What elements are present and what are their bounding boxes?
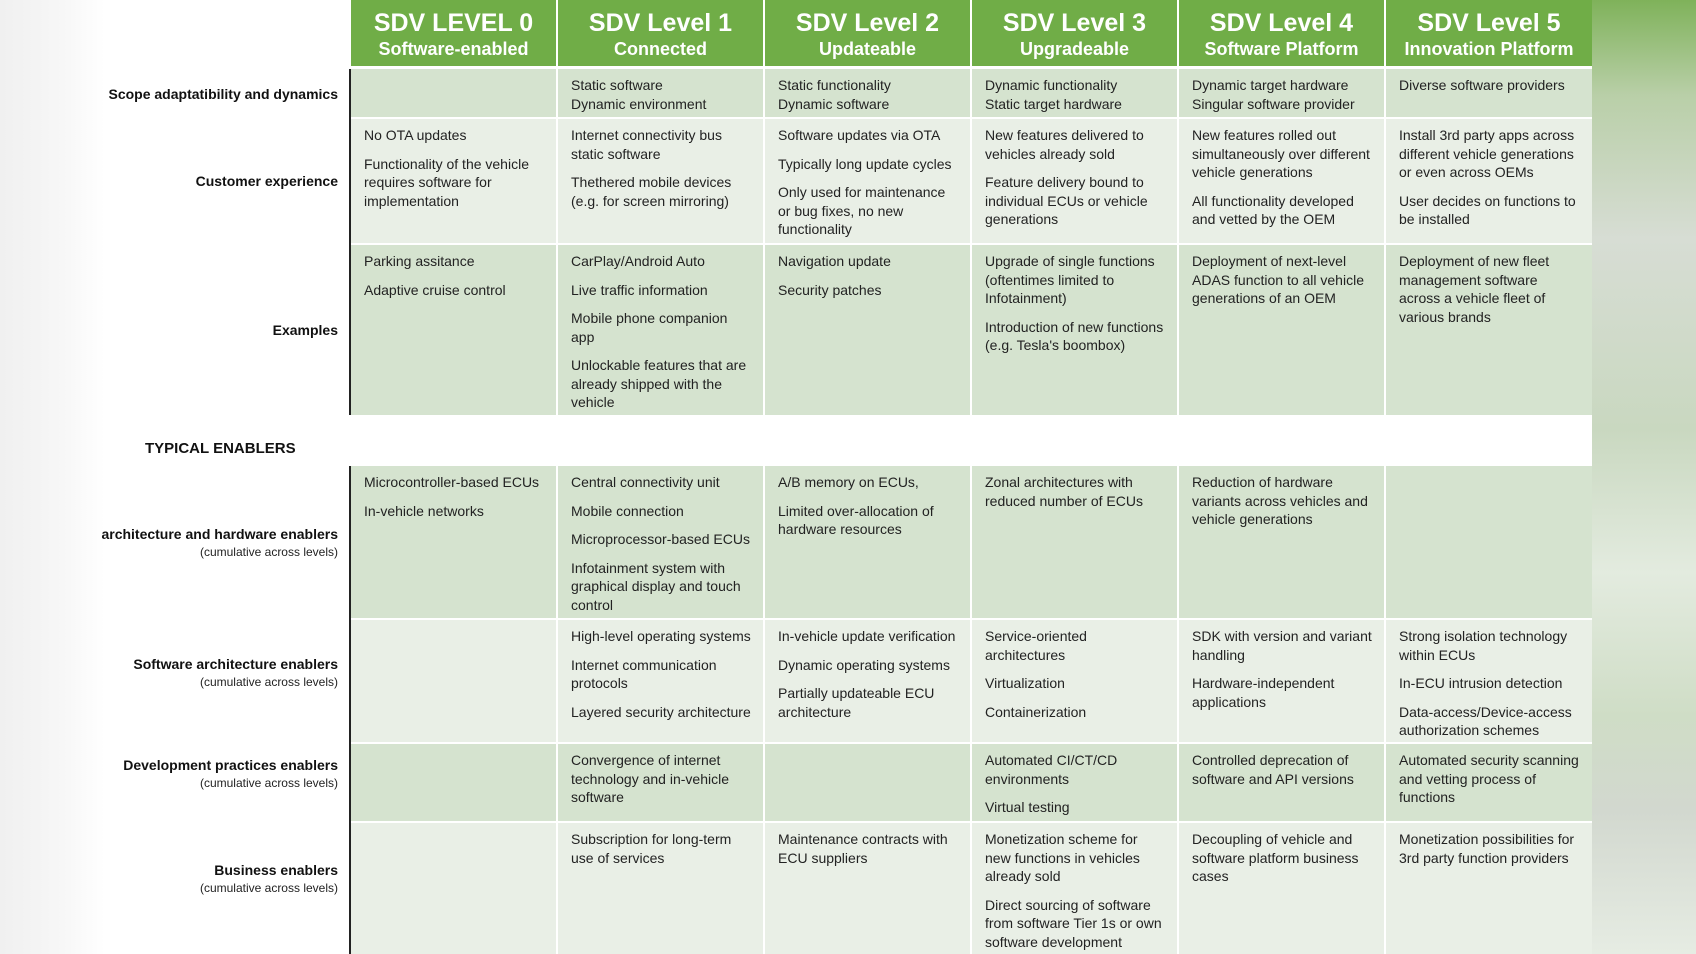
cell-item: Strong isolation technology within ECUs: [1399, 628, 1568, 663]
level-title: SDV Level 4: [1209, 9, 1354, 37]
cell-item: Mobile phone companion app: [571, 310, 728, 345]
cell-item: In-vehicle networks: [364, 502, 484, 519]
cell-item: Feature delivery bound to individual ECUs or vehicle generations: [985, 174, 1148, 227]
table-cell-devpractices-level-5: [1386, 744, 1592, 821]
cell-item: Introduction of new functions (e.g. Tesla's boombox): [985, 318, 1164, 353]
cell-item: Security patches: [778, 281, 882, 298]
cell-item: Parking assitance: [364, 253, 475, 269]
cell-item: Dynamic functionality: [985, 77, 1118, 93]
table-cell-scope-level-3: [972, 69, 1177, 117]
table-cell-devpractices-level-4: [1179, 744, 1384, 821]
cell-item: Static software: [571, 77, 663, 93]
table-cell-software-level-0: [351, 620, 556, 742]
cell-item: A/B memory on ECUs,: [778, 474, 919, 490]
row-label-devpractices-enablers: [100, 757, 338, 790]
table-cell-software-level-5: [1386, 620, 1592, 742]
cell-item: Infotainment system with graphical display and touch control: [571, 559, 741, 613]
table-cell-examples-level-0: [351, 245, 556, 415]
row-label-text: Scope adaptatibility and dynamics: [108, 86, 338, 102]
cell-item: Partially updateable ECU architecture: [778, 685, 935, 720]
cell-item: SDK with version and variant handling: [1192, 628, 1372, 663]
cell-item: User decides on functions to be installed: [1399, 192, 1576, 227]
cell-item: Mobile connection: [571, 502, 684, 519]
cell-item: Limited over-allocation of hardware resources: [778, 502, 934, 537]
section-title-typical-enablers: TYPICAL ENABLERS: [145, 440, 296, 457]
cell-item: Diverse software providers: [1399, 77, 1565, 93]
header-level-5: [1386, 0, 1592, 66]
cell-item: Reduction of hardware variants across vehicles and vehicle generations: [1192, 474, 1368, 527]
row-label-hardware-enablers: [100, 526, 338, 559]
table-cell-scope-level-4: [1179, 69, 1384, 117]
cell-item: Dynamic environment: [571, 95, 707, 112]
row-label-text: Business enablers: [214, 862, 338, 878]
cell-item: Install 3rd party apps across different vehicle generations or even across OEMs: [1399, 127, 1575, 180]
cell-item: Microprocessor-based ECUs: [571, 531, 750, 547]
cell-item: New features delivered to vehicles already sold: [985, 127, 1144, 162]
table-cell-business-level-5: [1386, 823, 1592, 954]
table-cell-software-level-2: [765, 620, 970, 742]
level-subtitle: Software-enabled: [378, 39, 529, 59]
cell-item: Controlled deprecation of software and API versions: [1192, 752, 1354, 787]
level-title: SDV Level 3: [1002, 9, 1147, 37]
cell-item: Live traffic information: [571, 281, 708, 298]
table-cell-software-level-3: [972, 620, 1177, 742]
header-level-1: [558, 0, 763, 66]
level-title: SDV LEVEL 0: [373, 9, 534, 37]
cell-item: Deployment of new fleet management software across a vehicle fleet of various brands: [1399, 253, 1550, 325]
table-cell-business-level-1: [558, 823, 763, 954]
cell-item: All functionality developed and vetted by the OEM: [1192, 192, 1354, 227]
cell-item: Thethered mobile devices (e.g. for screen mirroring): [571, 174, 732, 209]
row-sublabel: (cumulative across levels): [199, 881, 338, 895]
row-label-examples: [100, 322, 338, 338]
cell-item: Navigation update: [778, 253, 891, 269]
cell-item: Unlockable features that are already shipped with the vehicle: [571, 357, 747, 410]
table-cell-software-level-1: [558, 620, 763, 742]
table-cell-hardware-level-3: [972, 466, 1177, 618]
cell-item: Software updates via OTA: [778, 127, 941, 143]
level-subtitle: Connected: [613, 39, 707, 59]
cell-item: High-level operating systems: [571, 628, 751, 644]
table-cell-devpractices-level-3: [972, 744, 1177, 821]
level-subtitle: Software Platform: [1204, 39, 1359, 59]
table-cell-customer-level-0: [351, 119, 556, 243]
row-label-scope: [100, 86, 338, 102]
row-label-text: Examples: [272, 322, 338, 338]
cell-item: Dynamic operating systems: [778, 656, 950, 673]
cell-item: Monetization possibilities for 3rd party function providers: [1399, 831, 1575, 866]
cell-item: Functionality of the vehicle requires software for implementation: [364, 155, 529, 209]
table-cell-examples-level-3: [972, 245, 1177, 415]
cell-item: Monetization scheme for new functions in vehicles already sold: [985, 831, 1140, 884]
row-label-text: Software architecture enablers: [133, 656, 338, 672]
level-title: SDV Level 5: [1417, 9, 1561, 37]
table-cell-examples-level-4: [1179, 245, 1384, 415]
table-cell-hardware-level-5: [1386, 466, 1592, 618]
table-cell-hardware-level-0: [351, 466, 556, 618]
cell-item: Static target hardware: [985, 95, 1122, 112]
table-cell-devpractices-level-1: [558, 744, 763, 821]
cell-item: Internet connectivity bus static software: [571, 127, 722, 162]
table-cell-customer-level-4: [1179, 119, 1384, 243]
table-cell-hardware-level-1: [558, 466, 763, 618]
cell-item: Maintenance contracts with ECU suppliers: [778, 831, 948, 866]
table-cell-software-level-4: [1179, 620, 1384, 742]
row-label-business-enablers: [100, 862, 338, 895]
row-label-text: Customer experience: [195, 173, 338, 189]
row-label-customer-experience: [100, 173, 338, 189]
cell-item: Hardware-independent applications: [1192, 675, 1335, 710]
level-title: SDV Level 1: [588, 9, 733, 37]
table-cell-scope-level-5: [1386, 69, 1592, 117]
cell-item: Automated security scanning and vetting process of functions: [1399, 752, 1579, 805]
table-cell-customer-level-2: [765, 119, 970, 243]
cell-item: Automated CI/CT/CD environments: [985, 752, 1118, 787]
cell-item: No OTA updates: [364, 127, 467, 143]
table-cell-examples-level-5: [1386, 245, 1592, 415]
row-label-text: architecture and hardware enablers: [101, 526, 338, 542]
cell-item: Containerization: [985, 703, 1087, 720]
cell-item: Dynamic software: [778, 95, 890, 112]
header-level-4: [1179, 0, 1384, 66]
cell-item: Static functionality: [778, 77, 891, 93]
table-cell-examples-level-2: [765, 245, 970, 415]
header-level-3: [972, 0, 1177, 66]
table-cell-customer-level-3: [972, 119, 1177, 243]
table-cell-devpractices-level-0: [351, 744, 556, 821]
cell-item: Upgrade of single functions (oftentimes limited to Infotainment): [985, 253, 1155, 306]
cell-item: Convergence of internet technology and in-vehicle software: [571, 752, 729, 805]
cell-item: CarPlay/Android Auto: [571, 253, 705, 269]
level-subtitle: Updateable: [818, 39, 917, 59]
table-cell-hardware-level-4: [1179, 466, 1384, 618]
cell-item: Internet communication protocols: [571, 656, 717, 691]
section-spacer: [350, 415, 1592, 466]
row-label-software-enablers: [100, 656, 338, 689]
header-level-0: [351, 0, 556, 66]
table-cell-scope-level-1: [558, 69, 763, 117]
level-title: SDV Level 2: [795, 9, 940, 37]
table-cell-examples-level-1: [558, 245, 763, 415]
cell-item: Microcontroller-based ECUs: [364, 474, 540, 490]
cell-item: Central connectivity unit: [571, 474, 720, 490]
table-cell-scope-level-0: [351, 69, 556, 117]
cell-item: Typically long update cycles: [778, 155, 952, 172]
cell-item: Service-oriented architectures: [985, 628, 1087, 663]
cell-item: Adaptive cruise control: [364, 281, 506, 298]
level-subtitle: Upgradeable: [1019, 39, 1130, 59]
table-cell-devpractices-level-2: [765, 744, 970, 821]
cell-item: Singular software provider: [1192, 95, 1355, 112]
table-cell-business-level-4: [1179, 823, 1384, 954]
cell-item: Layered security architecture: [571, 703, 751, 720]
cell-item: Deployment of next-level ADAS function to all vehicle generations of an OEM: [1192, 253, 1364, 306]
cell-item: Zonal architectures with reduced number of ECUs: [985, 474, 1143, 509]
cell-item: Direct sourcing of software from software Tier 1s or own software development: [985, 896, 1162, 950]
cell-item: New features rolled out simultaneously over different vehicle generations: [1192, 127, 1370, 180]
cell-item: In-ECU intrusion detection: [1399, 675, 1563, 691]
cell-item: Subscription for long-term use of services: [571, 831, 732, 866]
right-decorative-gradient: [1592, 0, 1696, 954]
table-cell-business-level-0: [351, 823, 556, 954]
header-level-2: [765, 0, 970, 66]
row-sublabel: (cumulative across levels): [199, 776, 338, 790]
cell-item: Virtual testing: [985, 799, 1070, 815]
table-cell-hardware-level-2: [765, 466, 970, 618]
row-sublabel: (cumulative across levels): [199, 675, 338, 689]
table-cell-scope-level-2: [765, 69, 970, 117]
cell-item: Data-access/Device-access authorization schemes: [1399, 703, 1572, 738]
table-cell-customer-level-1: [558, 119, 763, 243]
table-cell-customer-level-5: [1386, 119, 1592, 243]
cell-item: Dynamic target hardware: [1192, 77, 1349, 93]
row-sublabel: (cumulative across levels): [199, 545, 338, 559]
table-cell-business-level-2: [765, 823, 970, 954]
cell-item: Only used for maintenance or bug fixes, no new functionality: [778, 184, 946, 237]
level-subtitle: Innovation Platform: [1404, 39, 1574, 59]
row-label-text: Development practices enablers: [123, 757, 338, 773]
table-cell-business-level-3: [972, 823, 1177, 954]
cell-item: Virtualization: [985, 675, 1065, 691]
cell-item: In-vehicle update verification: [778, 628, 956, 644]
cell-item: Decoupling of vehicle and software platform business cases: [1192, 831, 1359, 884]
